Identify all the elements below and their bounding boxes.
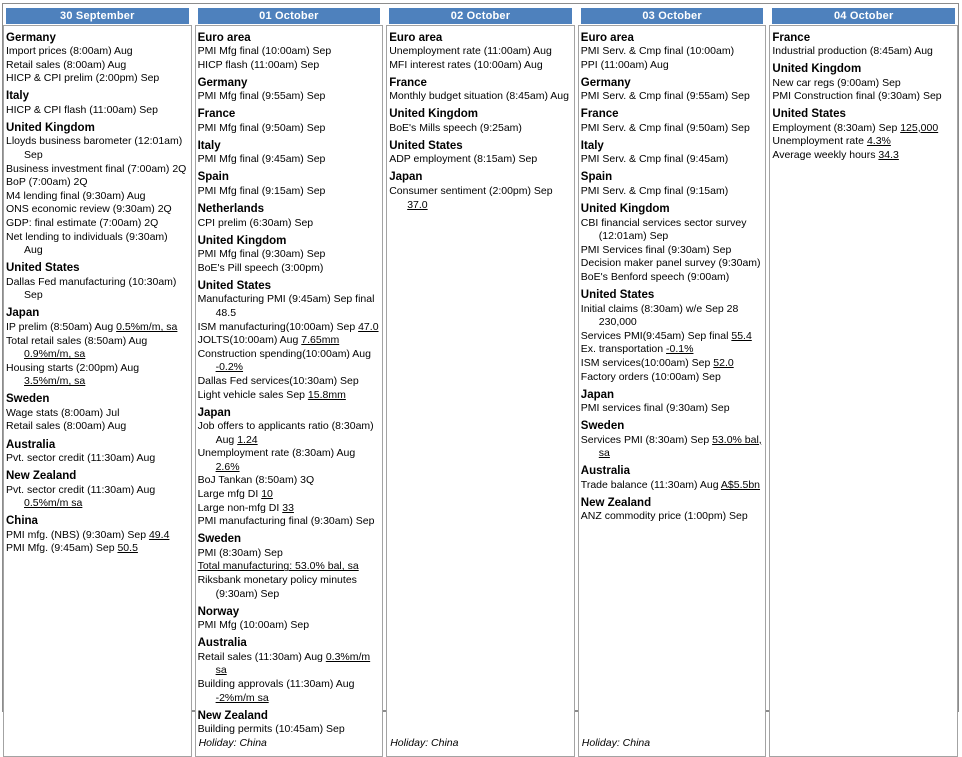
country-group — [6, 117, 188, 257]
country-name: Japan — [197, 406, 231, 419]
event-item — [6, 72, 188, 86]
country-name: Australia — [6, 438, 56, 451]
event-text: Riksbank monetary policy minutes (9:30am) Sep — [197, 574, 357, 600]
event-text: Total retail sales (8:50am) Aug — [6, 334, 148, 347]
event-text: Light vehicle sales Sep — [197, 388, 308, 401]
event-value-underlined: A$5.5bn — [720, 478, 761, 491]
country-name: Spain — [580, 171, 613, 184]
country-group — [6, 27, 188, 86]
event-text: PMI Mfg. (9:45am) Sep — [6, 542, 118, 555]
holiday-note: Holiday: China — [198, 736, 267, 749]
event-item — [389, 90, 571, 104]
event-item — [581, 59, 763, 73]
event-text: Retail sales (11:30am) Aug — [197, 650, 326, 663]
event-item — [6, 45, 188, 59]
event-item — [581, 402, 763, 416]
country-group — [6, 434, 188, 466]
country-name: United Kingdom — [197, 234, 287, 247]
country-name: United Kingdom — [580, 203, 670, 216]
event-item — [198, 502, 380, 516]
event-item — [6, 135, 188, 162]
event-text: JOLTS(10:00am) Aug — [197, 334, 302, 347]
event-item — [581, 244, 763, 258]
event-text: PMI Serv. & Cmp final (9:55am) Sep — [580, 90, 750, 103]
event-value-underlined: 49.4 — [148, 528, 170, 541]
country-name: Italy — [197, 139, 221, 152]
event-text: Factory orders (10:00am) Sep — [580, 370, 721, 383]
event-text: New car regs (9:00am) Sep — [772, 76, 901, 89]
event-text: ISM manufacturing(10:00am) Sep — [197, 320, 359, 333]
event-item — [6, 335, 188, 362]
country-group — [581, 27, 763, 72]
event-item — [198, 420, 380, 447]
event-item — [198, 348, 380, 375]
event-value-underlined: -0.1% — [666, 343, 694, 356]
country-group — [581, 72, 763, 104]
event-value-underlined: 3.5%m/m, sa — [24, 375, 86, 388]
country-name: France — [197, 108, 236, 121]
event-item — [198, 262, 380, 276]
event-item — [198, 560, 380, 574]
event-text: Pvt. sector credit (11:30am) Aug — [6, 483, 156, 496]
event-value-underlined: 47.0 — [358, 320, 379, 333]
country-group — [198, 167, 380, 199]
calendar-grid — [3, 4, 958, 749]
event-value-underlined: 50.5 — [117, 542, 138, 555]
country-group — [198, 402, 380, 529]
event-text: PMI Mfg final (9:55am) Sep — [197, 90, 326, 103]
event-value-underlined: -0.2% — [215, 361, 244, 374]
country-group — [198, 275, 380, 402]
country-group — [389, 27, 571, 72]
event-item — [581, 257, 763, 271]
country-name: New Zealand — [197, 709, 268, 722]
event-value-underlined: 15.8mm — [307, 388, 346, 401]
event-text: Construction spending(10:00am) Aug — [197, 347, 371, 360]
country-group — [198, 135, 380, 167]
event-value-underlined: 0.3%m/m sa — [215, 650, 371, 677]
event-text: Average weekly hours — [772, 148, 879, 161]
event-item — [6, 217, 188, 231]
event-text: IP prelim (8:50am) Aug — [6, 320, 117, 333]
event-value-underlined: 7.65mm — [301, 334, 340, 347]
day-events — [3, 25, 192, 757]
country-name: Euro area — [389, 31, 443, 44]
date-header: 03 October — [581, 8, 764, 24]
event-text: Building approvals (11:30am) Aug — [197, 678, 355, 690]
event-value-underlined: 34.3 — [878, 148, 899, 161]
event-item — [198, 574, 380, 601]
event-text: ISM services(10:00am) Sep — [580, 356, 714, 369]
country-group — [389, 135, 571, 167]
event-value-underlined: 33 — [282, 501, 294, 514]
event-item — [389, 153, 571, 167]
event-text: Services PMI (8:30am) Sep — [580, 433, 713, 446]
event-text: PPI (11:00am) Aug — [580, 58, 669, 71]
event-text: PMI manufacturing final (9:30am) Sep — [197, 515, 375, 528]
event-text: PMI Mfg final (10:00am) Sep — [197, 45, 332, 57]
event-text: Services PMI(9:45am) Sep final — [580, 329, 732, 342]
event-item — [198, 59, 380, 73]
event-value-underlined: 0.5%m/m, sa — [116, 320, 178, 333]
country-name: Sweden — [580, 420, 625, 433]
event-text: Manufacturing PMI (9:45am) Sep final 48.5 — [197, 293, 375, 319]
event-text: M4 lending final (9:30am) Aug — [6, 189, 146, 202]
event-item — [581, 343, 763, 357]
event-text: Wage stats (8:00am) Jul — [6, 406, 120, 419]
country-group — [581, 104, 763, 136]
event-item — [581, 217, 763, 244]
country-group — [6, 303, 188, 389]
event-item — [198, 45, 380, 59]
event-text: Monthly budget situation (8:45am) Aug — [389, 90, 569, 103]
event-item — [198, 153, 380, 167]
country-group — [6, 511, 188, 556]
event-value-underlined: 52.0 — [713, 356, 734, 369]
event-text: Initial claims (8:30am) w/e Sep 28 230,000 — [580, 302, 739, 329]
country-name: Japan — [580, 388, 615, 401]
country-group — [198, 104, 380, 136]
event-text: PMI Serv. & Cmp final (9:45am) — [580, 153, 729, 166]
event-text: Industrial production (8:45am) Aug — [772, 45, 933, 57]
country-name: New Zealand — [580, 496, 652, 509]
country-name: Euro area — [580, 31, 634, 44]
event-text: PMI Serv. & Cmp final (9:15am) — [580, 184, 729, 197]
date-header: 04 October — [772, 8, 955, 24]
country-group — [389, 72, 571, 104]
country-name: Euro area — [197, 31, 251, 44]
event-item — [772, 45, 954, 59]
country-group — [198, 27, 380, 72]
event-item — [198, 293, 380, 320]
event-item — [198, 488, 380, 502]
event-item — [581, 434, 763, 461]
country-group — [198, 633, 380, 705]
country-group — [581, 416, 763, 461]
event-item — [389, 185, 571, 212]
event-text: ONS economic review (9:30am) 2Q — [6, 203, 172, 216]
event-text: PMI Construction final (9:30am) Sep — [772, 90, 942, 103]
event-item — [198, 321, 380, 335]
country-name: Germany — [6, 31, 56, 44]
event-value-underlined: 125,000 — [900, 121, 939, 134]
country-group — [198, 199, 380, 231]
country-name: United States — [197, 279, 272, 292]
event-text: PMI Mfg final (9:30am) Sep — [197, 248, 326, 261]
event-text: Dallas Fed services(10:30am) Sep — [197, 374, 359, 387]
country-name: China — [6, 515, 38, 528]
event-item — [6, 484, 188, 511]
event-item — [581, 330, 763, 344]
country-name: Japan — [389, 171, 423, 184]
event-item — [389, 59, 571, 73]
event-text: HICP & CPI prelim (2:00pm) Sep — [6, 72, 160, 85]
event-value-underlined: Total manufacturing: 53.0% bal, sa — [197, 560, 359, 573]
country-group — [6, 389, 188, 434]
country-group — [198, 705, 380, 737]
country-name: United States — [389, 139, 463, 152]
event-item — [6, 529, 188, 543]
holiday-note: Holiday: China — [390, 736, 459, 749]
event-item — [6, 231, 188, 258]
country-group — [581, 135, 763, 167]
event-value-underlined: 10 — [261, 488, 273, 501]
day-column — [195, 8, 384, 757]
event-text: PMI Mfg final (9:45am) Sep — [197, 153, 326, 166]
event-item — [198, 447, 380, 474]
day-events — [769, 25, 958, 757]
country-name: Italy — [580, 139, 604, 152]
date-header: 01 October — [198, 8, 381, 24]
event-item — [6, 203, 188, 217]
event-item — [772, 77, 954, 91]
country-name: United Kingdom — [389, 108, 478, 121]
event-text: Building permits (10:45am) Sep — [197, 723, 345, 736]
event-item — [6, 362, 188, 389]
country-name: Norway — [197, 605, 240, 618]
country-group — [6, 466, 188, 511]
country-group — [772, 27, 954, 59]
event-text: Job offers to applicants ratio (8:30am) Aug — [197, 420, 374, 446]
event-text: ANZ commodity price (1:00pm) Sep — [580, 510, 748, 523]
event-item — [6, 176, 188, 190]
event-item — [581, 510, 763, 524]
event-text: PMI Mfg final (9:50am) Sep — [197, 121, 326, 134]
country-group — [389, 167, 571, 212]
country-name: Spain — [197, 171, 229, 184]
event-item — [6, 190, 188, 204]
event-text: BoP (7:00am) 2Q — [6, 176, 88, 189]
country-name: United States — [6, 262, 80, 275]
event-text: Unemployment rate (11:00am) Aug — [389, 45, 552, 57]
event-item — [198, 723, 380, 737]
event-item — [389, 122, 571, 136]
event-text: PMI mfg. (NBS) (9:30am) Sep — [6, 528, 149, 541]
event-item — [772, 135, 954, 149]
country-group — [198, 72, 380, 104]
event-text: ADP employment (8:15am) Sep — [389, 153, 538, 166]
country-group — [772, 104, 954, 163]
country-group — [198, 230, 380, 275]
event-text: BoE's Mills speech (9:25am) — [389, 121, 522, 134]
event-item — [198, 90, 380, 104]
event-text: Consumer sentiment (2:00pm) Sep — [389, 184, 553, 197]
event-item — [581, 185, 763, 199]
event-text: CPI prelim (6:30am) Sep — [197, 216, 314, 229]
country-name: United Kingdom — [6, 121, 95, 134]
event-item — [198, 334, 380, 348]
country-name: New Zealand — [6, 470, 77, 483]
event-text: BoJ Tankan (8:50am) 3Q — [197, 474, 315, 487]
event-text: Pvt. sector credit (11:30am) Aug — [6, 452, 156, 465]
country-name: United States — [772, 108, 846, 121]
event-value-underlined: 55.4 — [731, 329, 752, 342]
event-item — [198, 375, 380, 389]
holiday-note: Holiday: China — [581, 736, 651, 749]
country-name: Germany — [580, 76, 631, 89]
event-item — [772, 122, 954, 136]
event-value-underlined: 0.9%m/m, sa — [24, 348, 86, 361]
event-item — [6, 163, 188, 177]
event-text: Business investment final (7:00am) 2Q — [6, 162, 187, 175]
country-name: United Kingdom — [772, 63, 862, 76]
event-item — [581, 371, 763, 385]
event-text: Employment (8:30am) Sep — [772, 121, 901, 134]
event-item — [6, 452, 188, 466]
day-column — [578, 8, 767, 757]
event-text: Net lending to individuals (9:30am) Aug — [6, 230, 168, 257]
country-name: Australia — [580, 465, 631, 478]
country-name: Netherlands — [197, 203, 265, 216]
event-text: Large non-mfg DI — [197, 501, 283, 514]
event-text: PMI Serv. & Cmp final (10:00am) — [580, 45, 735, 57]
date-header: 30 September — [6, 8, 189, 24]
event-text: Ex. transportation — [580, 343, 667, 356]
event-item — [581, 271, 763, 285]
event-text: Trade balance (11:30am) Aug — [580, 478, 721, 491]
country-name: Sweden — [197, 533, 242, 546]
event-text: BoE's Pill speech (3:00pm) — [197, 261, 324, 274]
event-item — [581, 153, 763, 167]
event-item — [6, 276, 188, 303]
country-group — [581, 461, 763, 493]
event-value-underlined: 53.0% bal, sa — [598, 433, 762, 460]
event-item — [772, 90, 954, 104]
event-item — [6, 104, 188, 118]
day-events — [195, 25, 384, 757]
event-item — [198, 122, 380, 136]
day-column — [769, 8, 958, 757]
event-item — [198, 389, 380, 403]
event-item — [6, 420, 188, 434]
country-group — [389, 104, 571, 136]
country-name: Sweden — [6, 393, 50, 406]
event-item — [6, 407, 188, 421]
event-text: PMI services final (9:30am) Sep — [580, 402, 730, 415]
country-name: France — [389, 76, 427, 89]
event-text: Retail sales (8:00am) Aug — [6, 420, 127, 433]
country-group — [581, 384, 763, 416]
event-text: PMI (8:30am) Sep — [197, 546, 283, 559]
event-text: Unemployment rate — [772, 135, 867, 148]
country-group — [581, 285, 763, 385]
event-text: Housing starts (2:00pm) Aug — [6, 361, 140, 374]
event-text: Import prices (8:00am) Aug — [6, 45, 133, 57]
event-text: MFI interest rates (10:00am) Aug — [389, 58, 543, 71]
day-events — [578, 25, 767, 757]
country-name: France — [772, 31, 811, 44]
event-item — [389, 45, 571, 59]
event-item — [772, 149, 954, 163]
event-item — [581, 357, 763, 371]
event-text: Decision maker panel survey (9:30am) — [580, 257, 761, 270]
event-value-underlined: 1.24 — [237, 433, 258, 446]
event-item — [581, 45, 763, 59]
country-name: Germany — [197, 76, 248, 89]
event-text: HICP flash (11:00am) Sep — [197, 58, 320, 71]
event-value-underlined: 2.6% — [215, 460, 240, 473]
event-item — [6, 59, 188, 73]
event-item — [581, 90, 763, 104]
event-item — [581, 479, 763, 493]
day-column — [3, 8, 192, 757]
event-item — [581, 303, 763, 330]
event-item — [198, 474, 380, 488]
day-column — [386, 8, 575, 757]
economic-calendar — [2, 3, 959, 749]
event-item — [198, 547, 380, 561]
event-item — [198, 248, 380, 262]
event-text: PMI Services final (9:30am) Sep — [580, 243, 732, 256]
event-value-underlined: 0.5%m/m sa — [24, 497, 83, 510]
event-item — [198, 185, 380, 199]
event-value-underlined: 4.3% — [866, 135, 891, 148]
event-text: Lloyds business barometer (12:01am) Sep — [6, 135, 183, 161]
event-text: PMI Mfg final (9:15am) Sep — [197, 184, 326, 197]
event-item — [198, 217, 380, 231]
event-text: HICP & CPI flash (11:00am) Sep — [6, 103, 158, 116]
event-item — [6, 321, 188, 335]
country-group — [6, 258, 188, 303]
event-text: PMI Serv. & Cmp final (9:50am) Sep — [580, 121, 750, 134]
country-name: France — [580, 108, 619, 121]
date-header: 02 October — [389, 8, 572, 24]
event-value-underlined: -2%m/m sa — [215, 691, 269, 704]
country-group — [198, 529, 380, 601]
event-text: Dallas Fed manufacturing (10:30am) Sep — [6, 275, 177, 302]
event-item — [198, 619, 380, 633]
event-item — [581, 122, 763, 136]
country-group — [772, 59, 954, 104]
country-group — [581, 492, 763, 524]
event-item — [198, 651, 380, 678]
country-group — [581, 199, 763, 285]
country-group — [581, 167, 763, 199]
event-item — [6, 542, 188, 556]
event-item — [198, 515, 380, 529]
event-text: Retail sales (8:00am) Aug — [6, 58, 127, 71]
country-name: Italy — [6, 90, 30, 103]
event-value-underlined: 37.0 — [407, 198, 428, 211]
event-text: BoE's Benford speech (9:00am) — [580, 270, 730, 283]
country-name: United States — [580, 289, 655, 302]
event-text: GDP: final estimate (7:00am) 2Q — [6, 216, 159, 229]
country-name: Japan — [6, 307, 40, 320]
event-text: CBI financial services sector survey (12:01am) Sep — [580, 216, 747, 243]
event-text: Unemployment rate (8:30am) Aug — [197, 447, 356, 460]
event-item — [198, 678, 380, 705]
event-text: PMI Mfg (10:00am) Sep — [197, 619, 310, 632]
country-name: Australia — [197, 637, 247, 650]
event-text: Large mfg DI — [197, 488, 262, 501]
country-group — [198, 601, 380, 633]
day-events — [386, 25, 575, 757]
country-group — [6, 86, 188, 118]
